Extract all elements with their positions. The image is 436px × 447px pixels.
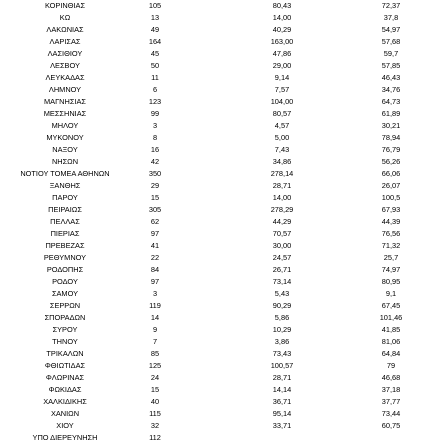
region-cell: ΣΥΡΟΥ: [52, 325, 78, 334]
avg-age-cell: [356, 433, 426, 443]
avg-age-cell: 81,06: [381, 337, 401, 346]
per-100k-cell: 100,57: [270, 361, 294, 370]
region-cell: ΠΕΛΛΑΣ: [50, 217, 80, 226]
table-row: [0, 49, 436, 59]
per-100k-cell: 30,00: [272, 241, 292, 250]
table-row: [0, 13, 436, 23]
avg-age-cell: 73,44: [381, 409, 401, 418]
cases-cell: 11: [151, 73, 159, 82]
region-cell: ΠΙΕΡΙΑΣ: [50, 229, 80, 238]
cases-cell: 13: [150, 13, 160, 22]
avg-age-cell: 57,85: [381, 61, 401, 70]
cases-cell: 99: [150, 109, 160, 118]
cases-cell: 22: [150, 253, 160, 262]
region-cell: ΜΕΣΣΗΝΙΑΣ: [43, 109, 87, 118]
per-100k-cell: 5,00: [274, 133, 290, 142]
region-cell: ΡΟΔΟΠΗΣ: [46, 265, 84, 274]
cases-cell: 85: [150, 349, 160, 358]
per-100k-cell: 24,57: [272, 253, 292, 262]
cases-cell: 97: [150, 277, 160, 286]
per-100k-cell: 7,43: [274, 145, 290, 154]
region-cell: ΞΑΝΘΗΣ: [49, 181, 81, 190]
avg-age-cell: 57,68: [381, 37, 401, 46]
avg-age-cell: 25,7: [383, 253, 399, 262]
avg-age-cell: 30,21: [381, 121, 401, 130]
region-cell: ΜΥΚΟΝΟΥ: [46, 133, 84, 142]
cases-cell: 112: [149, 433, 161, 442]
avg-age-cell: 80,95: [381, 277, 401, 286]
avg-age-cell: 61,89: [381, 109, 401, 118]
avg-age-cell: 37,8: [383, 13, 399, 22]
table-row: [0, 385, 436, 395]
cases-cell: 15: [150, 385, 160, 394]
cases-cell: 8: [152, 133, 158, 142]
per-100k-cell: [240, 433, 324, 443]
avg-age-cell: 9,1: [385, 289, 397, 298]
cases-cell: 9: [152, 325, 158, 334]
region-cell: ΦΩΚΙΔΑΣ: [48, 385, 82, 394]
avg-age-cell: 60,75: [381, 421, 401, 430]
per-100k-cell: 163,00: [270, 37, 294, 46]
region-cell: ΡΕΘΥΜΝΟΥ: [43, 253, 87, 262]
region-cell: ΛΕΥΚΑΔΑΣ: [45, 73, 85, 82]
region-cell: ΠΕΙΡΑΙΩΣ: [48, 205, 82, 214]
avg-age-cell: 66,06: [381, 169, 401, 178]
avg-age-cell: 26,07: [381, 181, 401, 190]
table-row: [0, 397, 436, 407]
table-row: [0, 169, 436, 179]
cases-cell: 3: [152, 289, 158, 298]
cases-cell: 41: [150, 241, 160, 250]
cases-cell: 164: [148, 37, 162, 46]
table-row: [0, 313, 436, 323]
avg-age-cell: 79: [386, 361, 396, 370]
cases-cell: 50: [150, 61, 160, 70]
cases-cell: 350: [148, 169, 162, 178]
cases-cell: 42: [150, 157, 160, 166]
table-row: [0, 409, 436, 419]
avg-age-cell: 76,56: [381, 229, 401, 238]
table-row: [0, 229, 436, 239]
per-100k-cell: 10,29: [272, 325, 292, 334]
cases-cell: 123: [148, 97, 162, 106]
per-100k-cell: 14,14: [272, 385, 292, 394]
table-row: [0, 253, 436, 263]
table-row: [0, 301, 436, 311]
region-cell: ΣΕΡΡΩΝ: [49, 301, 81, 310]
table-row: [0, 37, 436, 47]
per-100k-cell: 33,71: [272, 421, 292, 430]
per-100k-cell: 90,29: [272, 301, 292, 310]
avg-age-cell: 72,37: [381, 1, 401, 10]
cases-cell: 32: [150, 421, 160, 430]
table-row: [0, 421, 436, 431]
table-row: [0, 373, 436, 383]
region-cell: ΝΑΞΟΥ: [52, 145, 78, 154]
avg-age-cell: 67,45: [381, 301, 401, 310]
region-cell: ΦΘΙΩΤΙΔΑΣ: [44, 361, 86, 370]
per-100k-cell: 80,57: [272, 109, 292, 118]
per-100k-cell: 44,29: [272, 217, 292, 226]
per-100k-cell: 70,57: [272, 229, 292, 238]
per-100k-cell: 3,86: [274, 337, 290, 346]
per-100k-cell: 47,86: [272, 49, 292, 58]
cases-cell: 119: [149, 301, 161, 310]
per-100k-cell: 278,14: [270, 169, 294, 178]
table-row: [0, 349, 436, 359]
avg-age-cell: 64,73: [381, 97, 401, 106]
region-cell: ΚΩ: [59, 13, 71, 22]
table-row: [0, 157, 436, 167]
cases-cell: 305: [148, 205, 162, 214]
cases-cell: 115: [149, 409, 161, 418]
table-row: [0, 73, 436, 83]
cases-cell: 40: [150, 397, 160, 406]
table-row: [0, 97, 436, 107]
table-row: [0, 145, 436, 155]
avg-age-cell: 67,93: [381, 205, 401, 214]
avg-age-cell: 56,26: [381, 157, 401, 166]
per-100k-cell: 34,86: [272, 157, 292, 166]
table-row: [0, 133, 436, 143]
per-100k-cell: 14,00: [272, 193, 292, 202]
avg-age-cell: 71,32: [381, 241, 401, 250]
per-100k-cell: 73,14: [272, 277, 292, 286]
table-row: [0, 61, 436, 71]
table-row: [0, 277, 436, 287]
per-100k-cell: 73,43: [272, 349, 292, 358]
avg-age-cell: 37,77: [381, 397, 401, 406]
avg-age-cell: 74,97: [381, 265, 401, 274]
per-100k-cell: 26,71: [272, 265, 292, 274]
region-cell: ΛΑΣΙΘΙΟΥ: [47, 49, 83, 58]
avg-age-cell: 46,68: [381, 373, 401, 382]
region-cell: ΤΗΝΟΥ: [52, 337, 78, 346]
cases-cell: 6: [152, 85, 158, 94]
cases-cell: 24: [150, 373, 160, 382]
table-row: [0, 241, 436, 251]
cases-cell: 84: [150, 265, 160, 274]
table-row: [0, 25, 436, 35]
table-row: [0, 85, 436, 95]
table-row: [0, 181, 436, 191]
avg-age-cell: 64,84: [381, 349, 401, 358]
avg-age-cell: 37,18: [381, 385, 401, 394]
region-cell: ΛΕΣΒΟΥ: [50, 61, 80, 70]
region-cell: ΣΠΟΡΑΔΩΝ: [44, 313, 86, 322]
cases-cell: 125: [148, 361, 162, 370]
avg-age-cell: 46,43: [381, 73, 401, 82]
cases-cell: 15: [150, 193, 160, 202]
table-row: [0, 433, 436, 443]
region-cell: ΜΑΓΝΗΣΙΑΣ: [44, 97, 86, 106]
region-cell: ΦΛΩΡΙΝΑΣ: [45, 373, 85, 382]
region-cell: ΧΙΟΥ: [56, 421, 74, 430]
per-100k-cell: 36,71: [272, 397, 292, 406]
per-100k-cell: 14,00: [272, 13, 292, 22]
per-100k-cell: 28,71: [272, 181, 292, 190]
avg-age-cell: 100,5: [381, 193, 401, 202]
per-100k-cell: 5,86: [274, 313, 290, 322]
cases-cell: 16: [150, 145, 160, 154]
avg-age-cell: 59,7: [383, 49, 399, 58]
region-cell: ΣΑΜΟΥ: [51, 289, 79, 298]
table-row: [0, 289, 436, 299]
per-100k-cell: 104,00: [270, 97, 294, 106]
avg-age-cell: 41,85: [381, 325, 401, 334]
region-cell: ΜΗΛΟΥ: [51, 121, 79, 130]
region-cell: ΝΗΣΩΝ: [51, 157, 79, 166]
cases-cell: 105: [148, 1, 162, 10]
per-100k-cell: 278,29: [270, 205, 294, 214]
region-cell: ΝΟΤΙΟΥ ΤΟΜΕΑ ΑΘΗΝΩΝ: [20, 169, 110, 178]
cases-cell: 29: [150, 181, 160, 190]
table-row: [0, 1, 436, 11]
cases-cell: 45: [150, 49, 160, 58]
region-cell: ΠΑΡΟΥ: [52, 193, 78, 202]
table-row: [0, 121, 436, 131]
per-100k-cell: 80,43: [272, 1, 292, 10]
cases-cell: 14: [150, 313, 160, 322]
region-cell: ΛΑΚΩΝΙΑΣ: [46, 25, 84, 34]
avg-age-cell: 44,39: [381, 217, 401, 226]
cases-cell: 97: [150, 229, 160, 238]
avg-age-cell: 101,46: [379, 313, 403, 322]
region-cell: ΧΑΝΙΩΝ: [50, 409, 80, 418]
table-row: [0, 325, 436, 335]
region-cell: ΥΠΟ ΔΙΕΡΕΥΝΗΣΗ: [32, 433, 98, 442]
table-row: [0, 205, 436, 215]
cases-cell: 62: [150, 217, 160, 226]
table-row: [0, 217, 436, 227]
region-cell: ΠΡΕΒΕΖΑΣ: [45, 241, 85, 250]
cases-cell: 49: [150, 25, 160, 34]
per-100k-cell: 9,14: [274, 73, 290, 82]
per-100k-cell: 7,57: [274, 85, 290, 94]
region-cell: ΡΟΔΟΥ: [52, 277, 78, 286]
table-row: [0, 361, 436, 371]
per-100k-cell: 95,14: [272, 409, 292, 418]
region-cell: ΛΑΡΙΣΑΣ: [49, 37, 81, 46]
region-cell: ΛΗΜΝΟΥ: [48, 85, 82, 94]
avg-age-cell: 54,97: [381, 25, 401, 34]
cases-cell: 3: [152, 121, 158, 130]
per-100k-cell: 4,57: [274, 121, 290, 130]
region-cell: ΤΡΙΚΑΛΩΝ: [46, 349, 84, 358]
cases-cell: 7: [152, 337, 158, 346]
avg-age-cell: 34,76: [381, 85, 401, 94]
region-cell: ΧΑΛΚΙΔΙΚΗΣ: [43, 397, 87, 406]
per-100k-cell: 28,71: [272, 373, 292, 382]
table-row: [0, 265, 436, 275]
table-row: [0, 337, 436, 347]
table-row: [0, 109, 436, 119]
avg-age-cell: 76,79: [381, 145, 401, 154]
per-100k-cell: 5,43: [274, 289, 290, 298]
table-row: [0, 193, 436, 203]
per-100k-cell: 29,00: [272, 61, 292, 70]
avg-age-cell: 78,94: [381, 133, 401, 142]
region-cell: ΚΟΡΙΝΘΙΑΣ: [44, 1, 86, 10]
per-100k-cell: 40,29: [272, 25, 292, 34]
